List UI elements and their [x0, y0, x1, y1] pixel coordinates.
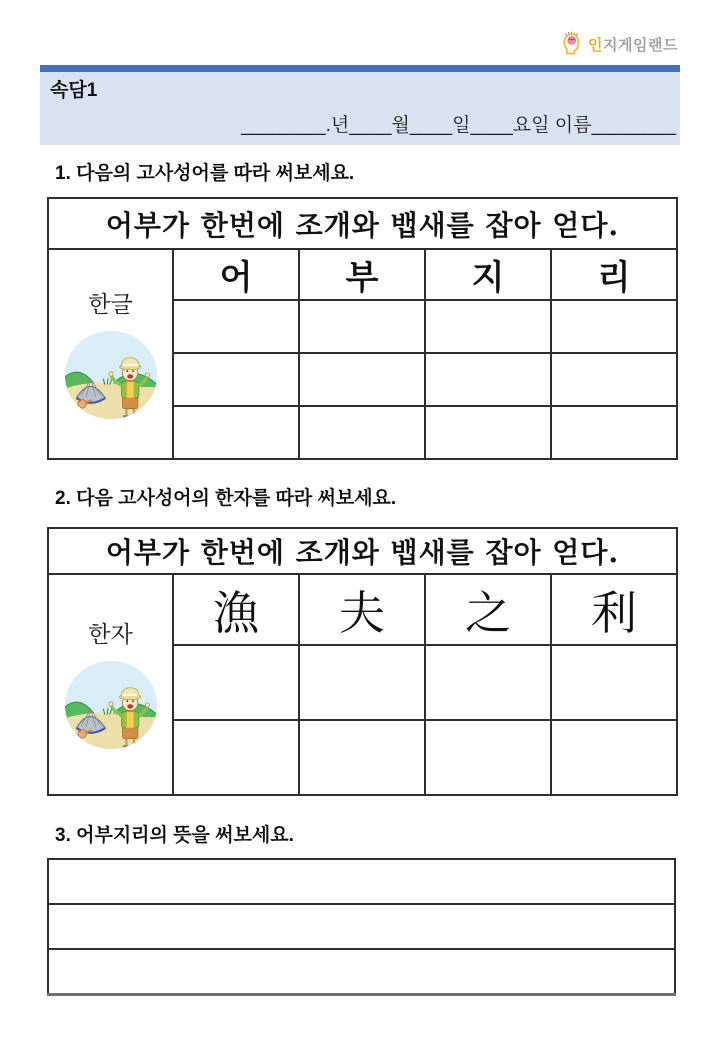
header-body — [40, 72, 680, 145]
section3-title: 3. 어부지리의 뜻을 써보세요. — [55, 825, 294, 846]
logo-text-rest: 지게임랜드 — [603, 36, 678, 54]
practice-cell — [551, 406, 677, 459]
practice-cell — [299, 353, 425, 406]
hanja-cell: 之 — [425, 574, 551, 645]
logo — [557, 29, 678, 59]
practice-cell — [173, 353, 299, 406]
practice-cell — [173, 406, 299, 459]
header-top-bar — [40, 65, 680, 72]
answer-cell — [48, 949, 675, 994]
answer-cell — [48, 904, 675, 949]
syllable-cell: 리 — [551, 249, 677, 300]
answer-row — [48, 904, 675, 949]
row-label-hangul-cell — [48, 249, 173, 459]
logo-text-highlight: 인 — [588, 36, 604, 54]
practice-cell — [551, 720, 677, 795]
practice-cell — [425, 645, 551, 720]
practice-cell — [551, 353, 677, 406]
section1-title: 1. 다음의 고사성어를 따라 써보세요. — [55, 163, 355, 184]
practice-cell — [173, 300, 299, 353]
hanja-practice-table — [47, 527, 678, 796]
header-banner — [40, 65, 680, 145]
proverb-sentence: 어부가 한번에 조개와 뱁새를 잡아 얻다. — [48, 528, 677, 574]
row-label-hanja-cell — [48, 574, 173, 795]
practice-cell — [551, 645, 677, 720]
fisherman-illustration — [63, 327, 159, 423]
practice-cell — [299, 720, 425, 795]
hanja-cell: 夫 — [299, 574, 425, 645]
practice-cell — [551, 300, 677, 353]
meaning-answer-table — [47, 858, 676, 996]
practice-cell — [173, 720, 299, 795]
syllable-cell: 지 — [425, 249, 551, 300]
practice-cell — [425, 353, 551, 406]
practice-cell — [425, 720, 551, 795]
fisherman-illustration — [63, 657, 159, 753]
practice-cell — [425, 406, 551, 459]
practice-cell — [299, 300, 425, 353]
answer-row — [48, 859, 675, 904]
syllable-cell: 부 — [299, 249, 425, 300]
logo-text — [588, 34, 678, 55]
row-label-hanja: 한자 — [88, 621, 133, 647]
answer-row — [48, 949, 675, 994]
answer-cell — [48, 859, 675, 904]
practice-cell — [425, 300, 551, 353]
hanja-cell: 漁 — [173, 574, 299, 645]
practice-cell — [299, 645, 425, 720]
hanja-cell: 利 — [551, 574, 677, 645]
row-label-hangul: 한글 — [88, 290, 133, 317]
practice-cell — [299, 406, 425, 459]
practice-cell — [173, 645, 299, 720]
brain-head-icon — [557, 29, 584, 59]
hangul-practice-table — [47, 197, 678, 460]
syllable-cell: 어 — [173, 249, 299, 300]
worksheet-title: 속담1 — [50, 80, 98, 101]
section2-title: 2. 다음 고사성어의 한자를 따라 써보세요. — [55, 488, 397, 509]
proverb-sentence: 어부가 한번에 조개와 뱁새를 잡아 얻다. — [48, 198, 677, 249]
date-fill-in-line: ________.년____월____일____요일 이름________ — [241, 115, 676, 136]
